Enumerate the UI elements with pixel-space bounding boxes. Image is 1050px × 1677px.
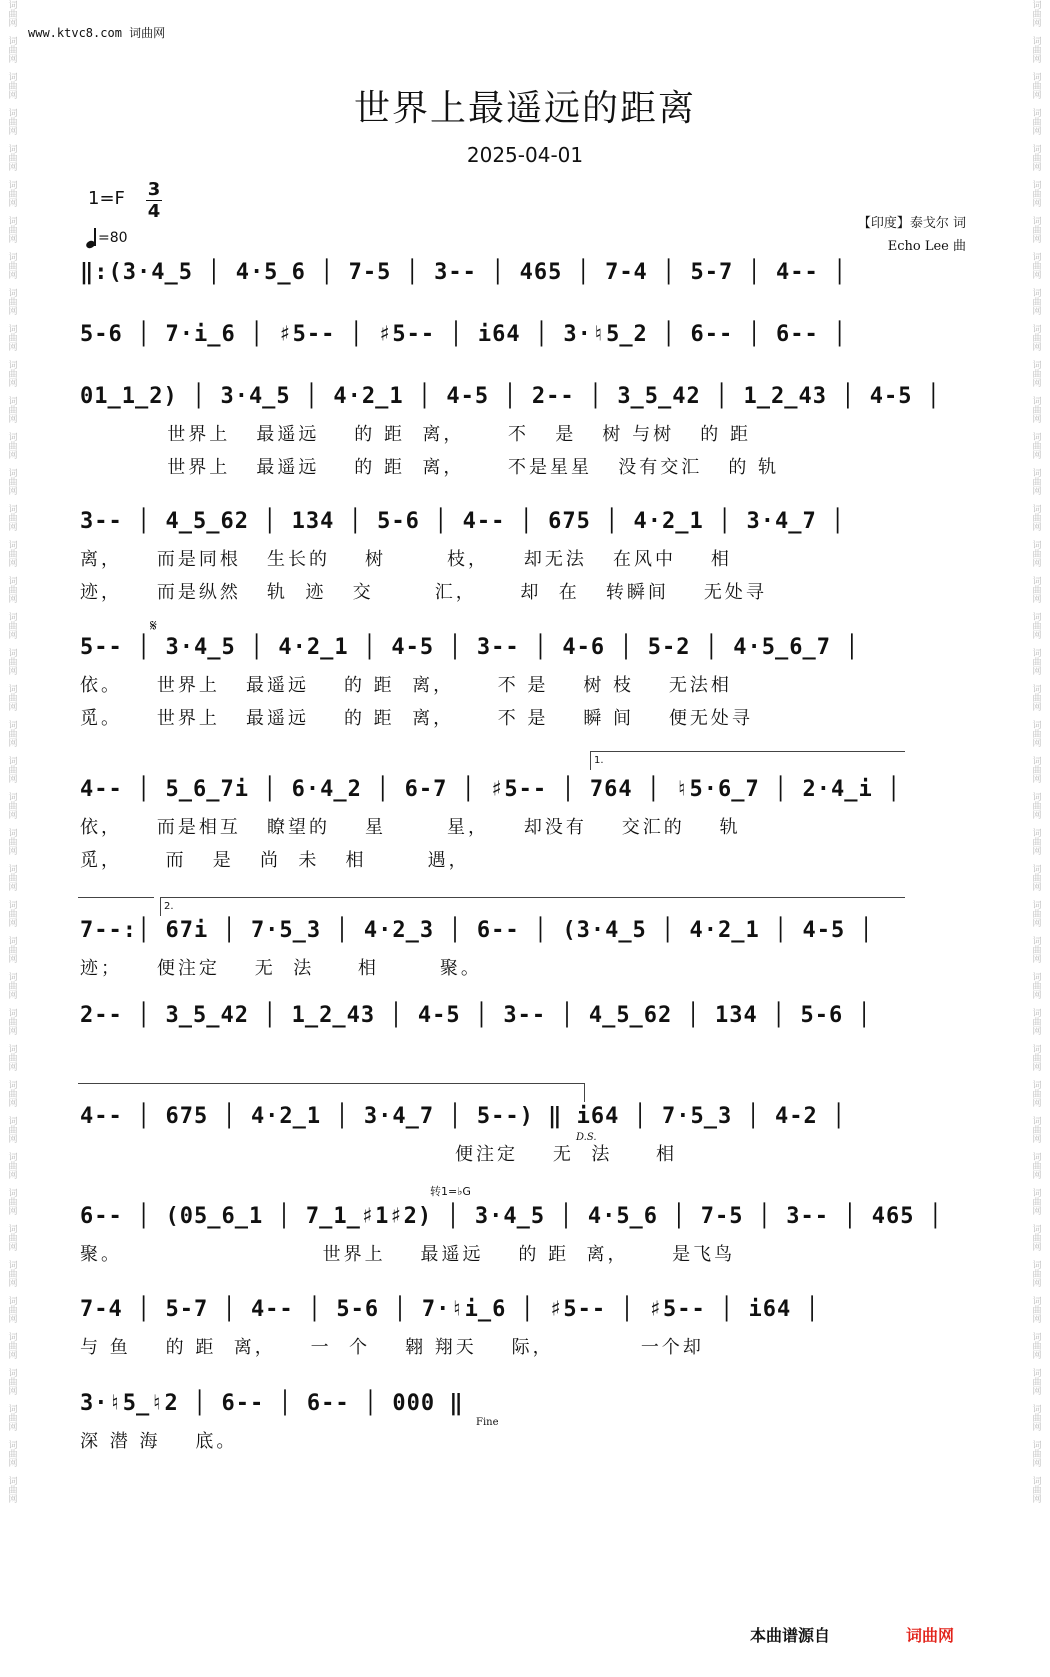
lyric-line: 依， 而是相互 瞭望的 星 星， 却没有 交汇的 轨 bbox=[80, 817, 741, 838]
watermark-text: 词曲网 bbox=[1030, 828, 1041, 855]
watermark-text: 词曲网 bbox=[6, 1368, 17, 1395]
watermark-text: 词曲网 bbox=[6, 288, 17, 315]
watermark-text: 词曲网 bbox=[1030, 360, 1041, 387]
watermark-text: 词曲网 bbox=[1030, 648, 1041, 675]
watermark-text: 词曲网 bbox=[1030, 612, 1041, 639]
notation-line: 6-- │ (05̲6̲1 │ 7̲1̲♯1♯2) │ 3·4̲5 │ 4·5̲6 │ 7-5 │ 3-- │ 465 │ bbox=[80, 1204, 943, 1229]
credits bbox=[858, 212, 966, 258]
watermark-text: 词曲网 bbox=[1030, 468, 1041, 495]
fine-mark: Fine bbox=[476, 1417, 499, 1428]
watermark-text: 词曲网 bbox=[1030, 576, 1041, 603]
lyric-line: 与 鱼 的 距 离， 一 个 翱 翔天 际， 一个却 bbox=[80, 1337, 704, 1358]
watermark-text: 词曲网 bbox=[1030, 936, 1041, 963]
site-url[interactable]: www.ktvc8.com 词曲网 bbox=[28, 26, 166, 40]
notation-line: ‖:(3·4̲5 │ 4·5̲6 │ 7-5 │ 3-- │ 465 │ 7-4 │ 5-7 │ 4-- │ bbox=[80, 260, 848, 285]
watermark-text: 词曲网 bbox=[6, 396, 17, 423]
footer-source: 本曲谱源自 bbox=[749, 1626, 830, 1645]
ds-mark: D.S. bbox=[576, 1132, 597, 1143]
watermark-text: 词曲网 bbox=[1030, 324, 1041, 351]
notation-line: 5-- │ 3·4̲5 │ 4·2̲1 │ 4-5 │ 3-- │ 4-6 │ 5-2 │ 4·5̲6̲7 │ bbox=[80, 635, 860, 660]
watermark-text: 词曲网 bbox=[6, 1044, 17, 1071]
score-system bbox=[80, 635, 968, 735]
watermark-text: 词曲网 bbox=[6, 1008, 17, 1035]
score-system bbox=[80, 322, 968, 356]
watermark-text: 词曲网 bbox=[6, 684, 17, 711]
notation-line: 4-- │ 5̲6̲7i │ 6·4̲2 │ 6-7 │ ♯5-- │ 764 │ ♮5·6̲7 │ 2·4̲i │ bbox=[80, 777, 902, 802]
watermark-text: 词曲网 bbox=[1030, 252, 1041, 279]
lyric-line: 依。 世界上 最遥远 的 距 离， 不 是 树 枝 无法相 bbox=[80, 675, 732, 696]
watermark-text: 词曲网 bbox=[1030, 540, 1041, 567]
notation-line: 7-4 │ 5-7 │ 4-- │ 5-6 │ 7·♮i̲6 │ ♯5-- │ ♯5-- │ i64 │ bbox=[80, 1297, 820, 1322]
watermark-text: 词曲网 bbox=[6, 180, 17, 207]
score-system bbox=[80, 1204, 968, 1271]
watermark-text: 词曲网 bbox=[1030, 1224, 1041, 1251]
watermark-text: 词曲网 bbox=[1030, 792, 1041, 819]
watermark-text: 词曲网 bbox=[1030, 864, 1041, 891]
watermark-text: 词曲网 bbox=[6, 216, 17, 243]
lyric-line: 觅， 而 是 尚 未 相 遇， bbox=[80, 850, 470, 871]
watermark-text: 词曲网 bbox=[6, 792, 17, 819]
tempo-marking: =80 bbox=[86, 228, 128, 248]
lyric-line: 世界上 最遥远 的 距 离， 不是星星 没有交汇 的 轨 bbox=[80, 457, 780, 478]
notation-line: 3-- │ 4̲5̲62 │ 134 │ 5-6 │ 4-- │ 675 │ 4·2̲1 │ 3·4̲7 │ bbox=[80, 509, 846, 534]
watermark-text: 词曲网 bbox=[6, 1116, 17, 1143]
watermark-text: 词曲网 bbox=[6, 0, 17, 27]
lyric-line: 迹， 而是纵然 轨 迹 交 汇， 却 在 转瞬间 无处寻 bbox=[80, 582, 767, 603]
notation-line: 7--:│ 67i │ 7·5̲3 │ 4·2̲3 │ 6-- │ (3·4̲5 │ 4·2̲1 │ 4-5 │ bbox=[80, 918, 874, 943]
watermark-text: 词曲网 bbox=[6, 864, 17, 891]
watermark-text: 词曲网 bbox=[6, 36, 17, 63]
watermark-text: 词曲网 bbox=[1030, 720, 1041, 747]
watermark-text: 词曲网 bbox=[6, 540, 17, 567]
volta-1-label: 1. bbox=[594, 755, 604, 766]
watermark-text: 词曲网 bbox=[6, 828, 17, 855]
lyric-line: 便注定 无 法 相 bbox=[80, 1144, 677, 1165]
watermark-text: 词曲网 bbox=[6, 468, 17, 495]
watermark-text: 词曲网 bbox=[1030, 432, 1041, 459]
watermark-text: 词曲网 bbox=[1030, 1440, 1041, 1467]
watermark-text: 词曲网 bbox=[6, 432, 17, 459]
watermark-text: 词曲网 bbox=[6, 324, 17, 351]
watermark-text: 词曲网 bbox=[6, 144, 17, 171]
watermark-text: 词曲网 bbox=[1030, 1260, 1041, 1287]
watermark-text: 词曲网 bbox=[6, 1224, 17, 1251]
volta-2-label: 2. bbox=[164, 901, 174, 912]
lyricist: 【印度】泰戈尔 词 bbox=[857, 216, 966, 231]
score-system bbox=[80, 509, 968, 609]
lyric-line: 深 潜 海 底。 bbox=[80, 1431, 238, 1452]
watermark-text: 词曲网 bbox=[1030, 108, 1041, 135]
song-date: 2025-04-01 bbox=[466, 143, 584, 167]
volta-2-bracket bbox=[160, 897, 905, 916]
lyric-line: 觅。 世界上 最遥远 的 距 离， 不 是 瞬 间 便无处寻 bbox=[80, 708, 753, 729]
watermark-text: 词曲网 bbox=[6, 648, 17, 675]
watermark-text: 词曲网 bbox=[1030, 396, 1041, 423]
watermark-text: 词曲网 bbox=[6, 1476, 17, 1503]
score-system bbox=[80, 1297, 968, 1364]
watermark-text: 词曲网 bbox=[6, 900, 17, 927]
watermark-text: 词曲网 bbox=[1030, 180, 1041, 207]
watermark-text: 词曲网 bbox=[6, 1440, 17, 1467]
watermark-text: 词曲网 bbox=[6, 1188, 17, 1215]
watermark-text: 词曲网 bbox=[1030, 288, 1041, 315]
watermark-text: 词曲网 bbox=[6, 1152, 17, 1179]
watermark-text: 词曲网 bbox=[1030, 1152, 1041, 1179]
volta-2-bracket-cont bbox=[78, 1083, 585, 1102]
watermark-text: 词曲网 bbox=[1030, 900, 1041, 927]
lyric-line: 迹； 便注定 无 法 相 聚。 bbox=[80, 958, 482, 979]
watermark-text: 词曲网 bbox=[6, 720, 17, 747]
notation-line: 4-- │ 675 │ 4·2̲1 │ 3·4̲7 │ 5--) ‖ i64 │ 7·5̲3 │ 4-2 │ bbox=[80, 1104, 847, 1129]
watermark-text: 词曲网 bbox=[1030, 1116, 1041, 1143]
watermark-text: 词曲网 bbox=[1030, 1368, 1041, 1395]
score-system bbox=[80, 1003, 968, 1037]
watermark-text: 词曲网 bbox=[6, 1260, 17, 1287]
footer-brand[interactable]: 词曲网 bbox=[905, 1626, 954, 1645]
watermark-text: 词曲网 bbox=[6, 108, 17, 135]
song-title: 世界上最遥远的距离 bbox=[353, 88, 696, 129]
watermark-text: 词曲网 bbox=[1030, 756, 1041, 783]
modulation-mark: 转1=♭G bbox=[430, 1185, 471, 1198]
watermark-text: 词曲网 bbox=[6, 1404, 17, 1431]
score-system bbox=[80, 260, 968, 294]
watermark-text: 词曲网 bbox=[6, 612, 17, 639]
watermark-text: 词曲网 bbox=[6, 576, 17, 603]
lyric-line: 世界上 最遥远 的 距 离， 不 是 树 与树 的 距 bbox=[80, 424, 751, 445]
score-system bbox=[80, 384, 968, 484]
watermark-text: 词曲网 bbox=[1030, 1080, 1041, 1107]
watermark-left bbox=[0, 0, 22, 1677]
watermark-text: 词曲网 bbox=[1030, 144, 1041, 171]
volta-1-bracket bbox=[590, 751, 905, 770]
watermark-text: 词曲网 bbox=[6, 1080, 17, 1107]
watermark-text: 词曲网 bbox=[1030, 0, 1041, 27]
watermark-text: 词曲网 bbox=[1030, 36, 1041, 63]
watermark-right bbox=[1020, 0, 1050, 1677]
notation-line: 5-6 │ 7·i̲6 │ ♯5-- │ ♯5-- │ i64 │ 3·♮5̲2 │ 6-- │ 6-- │ bbox=[80, 322, 848, 347]
key-signature: 1=F bbox=[88, 188, 125, 209]
watermark-text: 词曲网 bbox=[1030, 216, 1041, 243]
watermark-text: 词曲网 bbox=[6, 1332, 17, 1359]
time-signature: 3 4 bbox=[147, 179, 161, 222]
watermark-text: 词曲网 bbox=[1030, 1296, 1041, 1323]
watermark-text: 词曲网 bbox=[1030, 1008, 1041, 1035]
watermark-text: 词曲网 bbox=[1030, 972, 1041, 999]
score-system bbox=[80, 1104, 968, 1171]
watermark-text: 词曲网 bbox=[6, 1296, 17, 1323]
lyric-line: 聚。 世界上 最遥远 的 距 离， 是飞鸟 bbox=[80, 1244, 736, 1265]
watermark-text: 词曲网 bbox=[1030, 684, 1041, 711]
watermark-text: 词曲网 bbox=[1030, 504, 1041, 531]
watermark-text: 词曲网 bbox=[1030, 72, 1041, 99]
watermark-text: 词曲网 bbox=[6, 360, 17, 387]
watermark-text: 词曲网 bbox=[6, 504, 17, 531]
watermark-text: 词曲网 bbox=[1030, 1404, 1041, 1431]
watermark-text: 词曲网 bbox=[1030, 1044, 1041, 1071]
notation-line: 3·♮5̲♮2 │ 6-- │ 6-- │ 000 ‖ bbox=[80, 1391, 464, 1416]
score-system bbox=[80, 918, 968, 985]
segno-icon: 𝄋 bbox=[150, 616, 157, 635]
score-system bbox=[80, 1391, 968, 1458]
watermark-text: 词曲网 bbox=[6, 972, 17, 999]
quarter-note-icon bbox=[86, 228, 96, 248]
watermark-text: 词曲网 bbox=[6, 72, 17, 99]
watermark-text: 词曲网 bbox=[1030, 1188, 1041, 1215]
score-system bbox=[80, 777, 968, 877]
watermark-text: 词曲网 bbox=[6, 756, 17, 783]
notation-line: 01̲1̲2) │ 3·4̲5 │ 4·2̲1 │ 4-5 │ 2-- │ 3̲5̲42 │ 1̲2̲43 │ 4-5 │ bbox=[80, 384, 941, 409]
watermark-text: 词曲网 bbox=[1030, 1332, 1041, 1359]
lyric-line: 离， 而是同根 生长的 树 枝， 却无法 在风中 相 bbox=[80, 549, 732, 570]
composer: Echo Lee 曲 bbox=[887, 239, 966, 254]
volta-1-bracket-cont bbox=[78, 897, 154, 916]
watermark-text: 词曲网 bbox=[6, 252, 17, 279]
notation-line: 2-- │ 3̲5̲42 │ 1̲2̲43 │ 4-5 │ 3-- │ 4̲5̲62 │ 134 │ 5-6 │ bbox=[80, 1003, 872, 1028]
watermark-text: 词曲网 bbox=[6, 936, 17, 963]
watermark-text: 词曲网 bbox=[1030, 1476, 1041, 1503]
